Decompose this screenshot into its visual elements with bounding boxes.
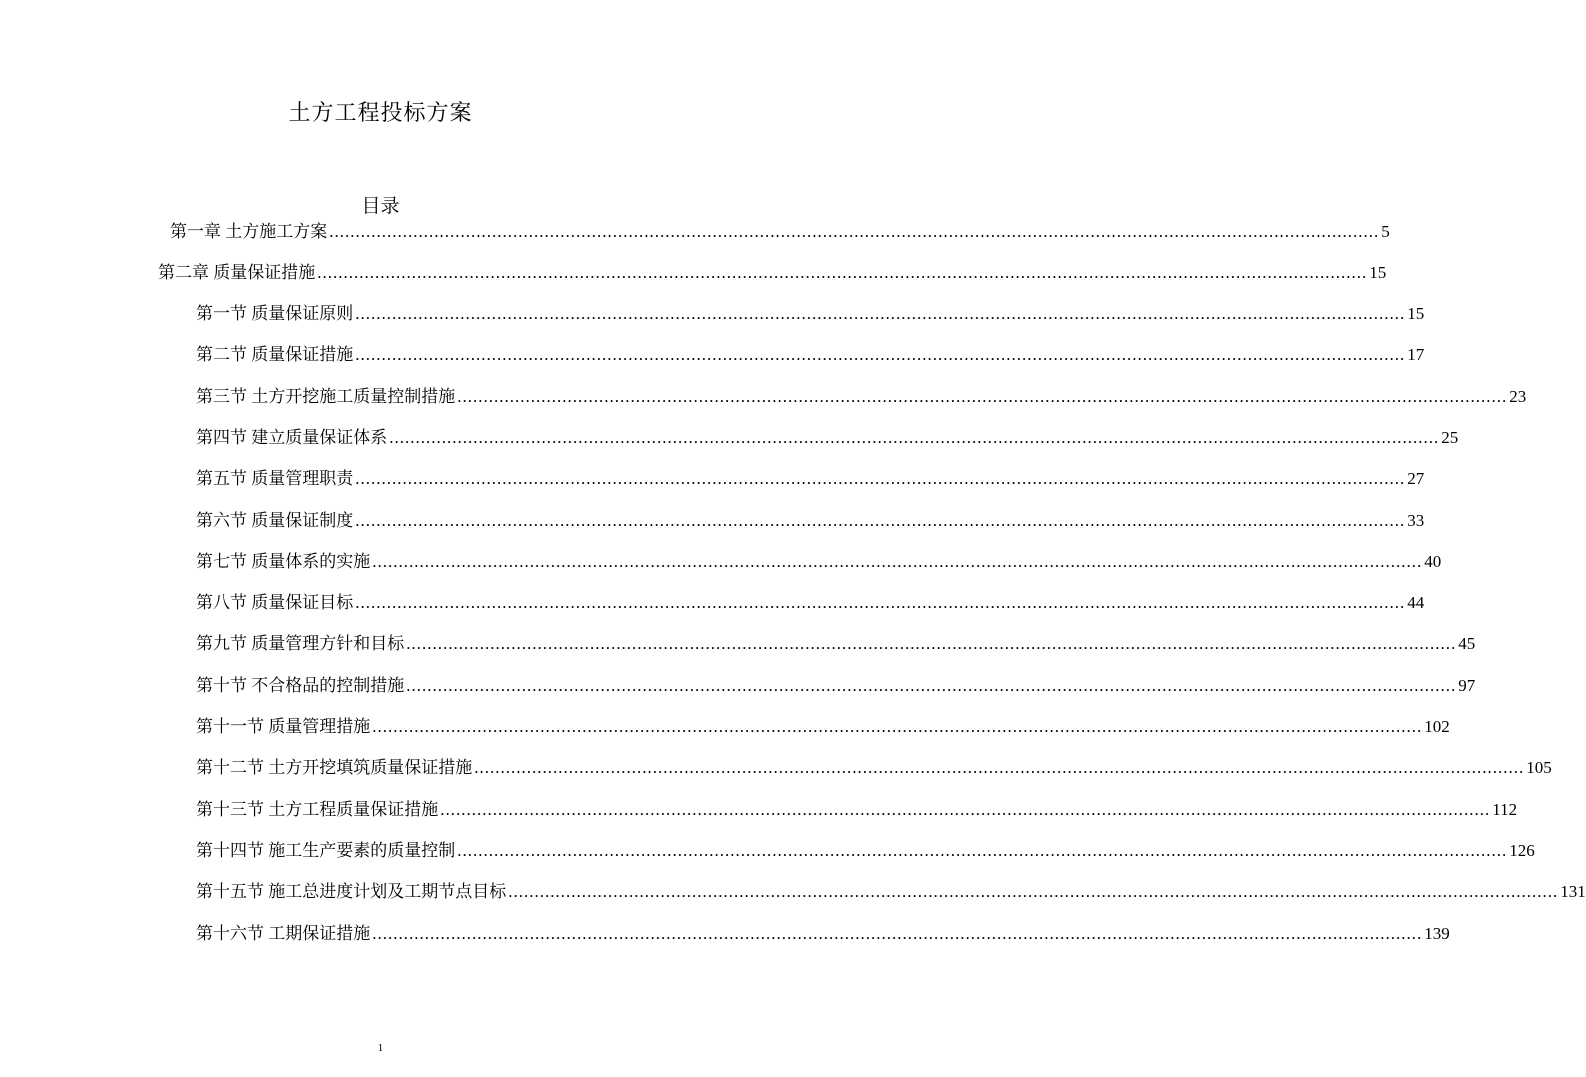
toc-entry[interactable] — [196, 757, 1552, 779]
toc-entry-label: 第二节 质量保证措施 — [196, 345, 354, 365]
toc-entry-page: 45 — [1458, 634, 1476, 654]
toc-entry[interactable] — [196, 510, 1425, 532]
dot-leader: ........................................................................................................................................................................................................ — [355, 345, 1406, 365]
toc-entry-label: 第十三节 土方工程质量保证措施 — [196, 799, 439, 819]
dot-leader: ........................................................................................................................................................................................................ — [317, 263, 1368, 282]
toc-entry[interactable] — [196, 716, 1450, 738]
toc-entry-page: 105 — [1526, 758, 1552, 778]
dot-leader: ........................................................................................................................................................................................................ — [389, 427, 1440, 447]
page-number: 1 — [377, 1042, 384, 1054]
toc-entry-label: 第三节 土方开挖施工质量控制措施 — [196, 386, 456, 406]
toc-entry[interactable] — [196, 427, 1459, 449]
dot-leader: ........................................................................................................................................................................................................ — [474, 758, 1525, 778]
toc-entry-page: 17 — [1407, 345, 1425, 365]
dot-leader: ........................................................................................................................................................................................................ — [508, 882, 1559, 902]
toc-entry-label: 第二章 质量保证措施 — [158, 263, 316, 282]
toc-entry-page: 40 — [1424, 551, 1442, 571]
dot-leader: ........................................................................................................................................................................................................ — [406, 675, 1457, 695]
toc-entry[interactable] — [170, 221, 1390, 243]
toc-entry-label: 第四节 建立质量保证体系 — [196, 427, 388, 447]
toc-entry-page: 102 — [1424, 717, 1450, 736]
dot-leader: ........................................................................................................................................................................................................ — [355, 593, 1406, 613]
toc-entry-page: 5 — [1381, 222, 1390, 241]
dot-leader: ........................................................................................................................................................................................................ — [440, 799, 1491, 819]
dot-leader: ........................................................................................................................................................................................................ — [355, 510, 1406, 530]
toc-entry-label: 第十二节 土方开挖填筑质量保证措施 — [196, 758, 473, 778]
toc-entry[interactable] — [196, 881, 1586, 903]
toc-entry-page: 97 — [1458, 675, 1476, 695]
toc-entry[interactable] — [196, 344, 1425, 366]
toc-entry[interactable] — [196, 551, 1442, 573]
dot-leader: ........................................................................................................................................................................................................ — [406, 634, 1457, 654]
toc-entry-label: 第十六节 工期保证措施 — [196, 923, 371, 943]
dot-leader: ........................................................................................................................................................................................................ — [372, 717, 1423, 736]
toc-entry-label: 第八节 质量保证目标 — [196, 593, 354, 613]
toc-entry-label: 第七节 质量体系的实施 — [196, 551, 371, 571]
toc-entry-label: 第九节 质量管理方针和目标 — [196, 634, 405, 654]
toc-entry-label: 第十一节 质量管理措施 — [196, 717, 371, 736]
toc-entry-label: 第一章 土方施工方案 — [170, 222, 328, 241]
toc-entry-page: 15 — [1407, 304, 1425, 323]
toc-entry[interactable] — [196, 923, 1450, 945]
toc-entry-page: 15 — [1369, 263, 1387, 282]
toc-entry-label: 第十节 不合格品的控制措施 — [196, 675, 405, 695]
dot-leader: ........................................................................................................................................................................................................ — [372, 551, 1423, 571]
toc-entry[interactable] — [196, 675, 1476, 697]
toc-entry-label: 第十五节 施工总进度计划及工期节点目标 — [196, 882, 507, 902]
toc-entry-label: 第十四节 施工生产要素的质量控制 — [196, 840, 456, 860]
toc-entry-label: 第五节 质量管理职责 — [196, 469, 354, 489]
dot-leader: ........................................................................................................................................................................................................ — [457, 840, 1508, 860]
dot-leader: ........................................................................................................................................................................................................ — [372, 923, 1423, 943]
toc-entry[interactable] — [196, 633, 1476, 655]
toc-entry-page: 139 — [1424, 923, 1450, 943]
toc-entry-page: 112 — [1492, 799, 1518, 819]
toc-entry-page: 25 — [1441, 427, 1459, 447]
dot-leader: ........................................................................................................................................................................................................ — [355, 469, 1406, 489]
dot-leader: ........................................................................................................................................................................................................ — [355, 304, 1406, 323]
toc-heading: 目录 — [361, 195, 400, 217]
toc-entry-page: 27 — [1407, 469, 1425, 489]
toc-entry-page: 33 — [1407, 510, 1425, 530]
document-title: 土方工程投标方案 — [288, 101, 473, 126]
toc-entry[interactable] — [196, 592, 1425, 614]
dot-leader: ........................................................................................................................................................................................................ — [457, 386, 1508, 406]
toc-entry-label: 第一节 质量保证原则 — [196, 304, 354, 323]
toc-entry-label: 第六节 质量保证制度 — [196, 510, 354, 530]
dot-leader: ........................................................................................................................................................................................................ — [329, 222, 1380, 241]
toc-entry-page: 44 — [1407, 593, 1425, 613]
toc-entry[interactable] — [158, 262, 1387, 284]
toc-entry-page: 126 — [1509, 840, 1535, 860]
toc-entry[interactable] — [196, 386, 1527, 408]
toc-entry[interactable] — [196, 468, 1425, 490]
toc-entry[interactable] — [196, 799, 1518, 821]
toc-entry[interactable] — [196, 303, 1425, 325]
toc-entry-page: 131 — [1560, 882, 1586, 902]
toc-entry[interactable] — [196, 840, 1535, 862]
toc-entry-page: 23 — [1509, 386, 1527, 406]
